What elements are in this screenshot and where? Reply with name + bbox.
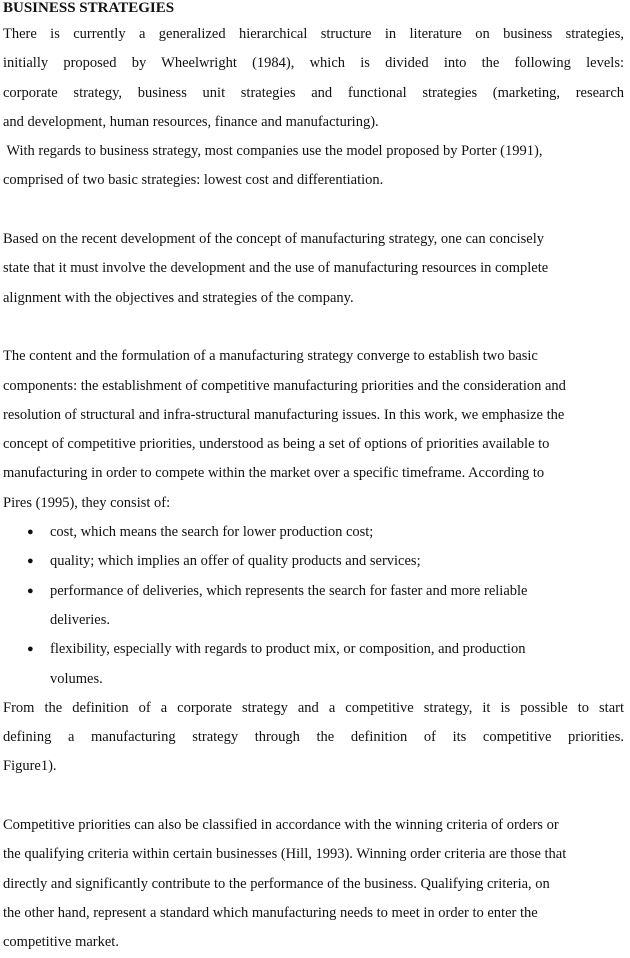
list-item-text: flexibility, especially with regards to product mix, or composition, and production: [50, 641, 526, 658]
spacer: [3, 313, 624, 342]
paragraph-line: Pires (1995), they consist of:: [3, 494, 171, 511]
paragraph-competitive-priorities: [3, 342, 624, 518]
paragraph-hierarchy: [3, 20, 624, 137]
paragraph-definition: [3, 694, 624, 782]
paragraph-line: With regards to business strategy, most companies use the model proposed by Porter (1991),: [3, 143, 543, 160]
paragraph-line: From the definition of a corporate strategy and a competitive strategy, it is possible to start: [3, 699, 624, 716]
spacer: [3, 196, 624, 225]
list-item-continuation: deliveries.: [50, 611, 110, 628]
bullet-icon: ●: [27, 526, 34, 539]
paragraph-line: components: the establishment of competitive manufacturing priorities and the consideration and: [3, 377, 566, 394]
list-item-text: quality; which implies an offer of quality products and services;: [50, 553, 421, 570]
paragraph-line: Figure1).: [3, 758, 57, 775]
paragraph-line: manufacturing in order to compete within the market over a specific timeframe. According to: [3, 465, 545, 482]
paragraph-line: defining a manufacturing strategy through the definition of its competitive priorities.: [3, 729, 624, 746]
paragraph-line: comprised of two basic strategies: lowest cost and differentiation.: [3, 172, 384, 189]
paragraph-line: the other hand, represent a standard which manufacturing needs to meet in order to enter the: [3, 904, 538, 921]
list-item: [3, 518, 624, 547]
list-item-text: performance of deliveries, which represents the search for faster and more reliable: [50, 582, 528, 599]
paragraph-porter: [3, 137, 624, 196]
list-item: [3, 547, 624, 576]
bullet-icon: ●: [27, 555, 34, 568]
paragraph-line: competitive market.: [3, 934, 119, 951]
page-title: BUSINESS STRATEGIES: [3, 0, 175, 16]
paragraph-line: directly and significantly contribute to the performance of the business. Qualifying criteria, on: [3, 875, 550, 892]
list-item-continuation: volumes.: [50, 670, 103, 687]
paragraph-criteria: [3, 811, 624, 957]
paragraph-line: the qualifying criteria within certain businesses (Hill, 1993). Winning order criteria are those that: [3, 846, 567, 863]
spacer: [3, 782, 624, 811]
paragraph-line: concept of competitive priorities, understood as being a set of options of priorities available to: [3, 436, 550, 453]
paragraph-line: corporate strategy, business unit strategies and functional strategies (marketing, research: [3, 84, 624, 101]
paragraph-line: There is currently a generalized hierarchical structure in literature on business strategies,: [3, 26, 624, 42]
paragraph-line: state that it must involve the development and the use of manufacturing resources in complete: [3, 260, 549, 277]
list-item-text: cost, which means the search for lower production cost;: [50, 524, 374, 541]
paragraph-line: resolution of structural and infra-structural manufacturing issues. In this work, we emphasize the: [3, 406, 565, 423]
paragraph-line: The content and the formulation of a manufacturing strategy converge to establish two basic: [3, 348, 538, 365]
list-item: [3, 635, 624, 664]
bullet-icon: ●: [27, 643, 34, 656]
paragraph-manufacturing-strategy: [3, 225, 624, 313]
bullet-list: [3, 518, 624, 694]
paragraph-line: Competitive priorities can also be classified in accordance with the winning criteria of orders or: [3, 817, 559, 834]
paragraph-line: Based on the recent development of the concept of manufacturing strategy, one can concisely: [3, 231, 544, 248]
list-item: [3, 577, 624, 606]
paragraph-line: initially proposed by Wheelwright (1984), which is divided into the following levels:: [3, 55, 624, 72]
bullet-icon: ●: [27, 584, 34, 597]
paragraph-line: alignment with the objectives and strategies of the company.: [3, 289, 354, 306]
paragraph-line: and development, human resources, finance and manufacturing).: [3, 113, 379, 130]
